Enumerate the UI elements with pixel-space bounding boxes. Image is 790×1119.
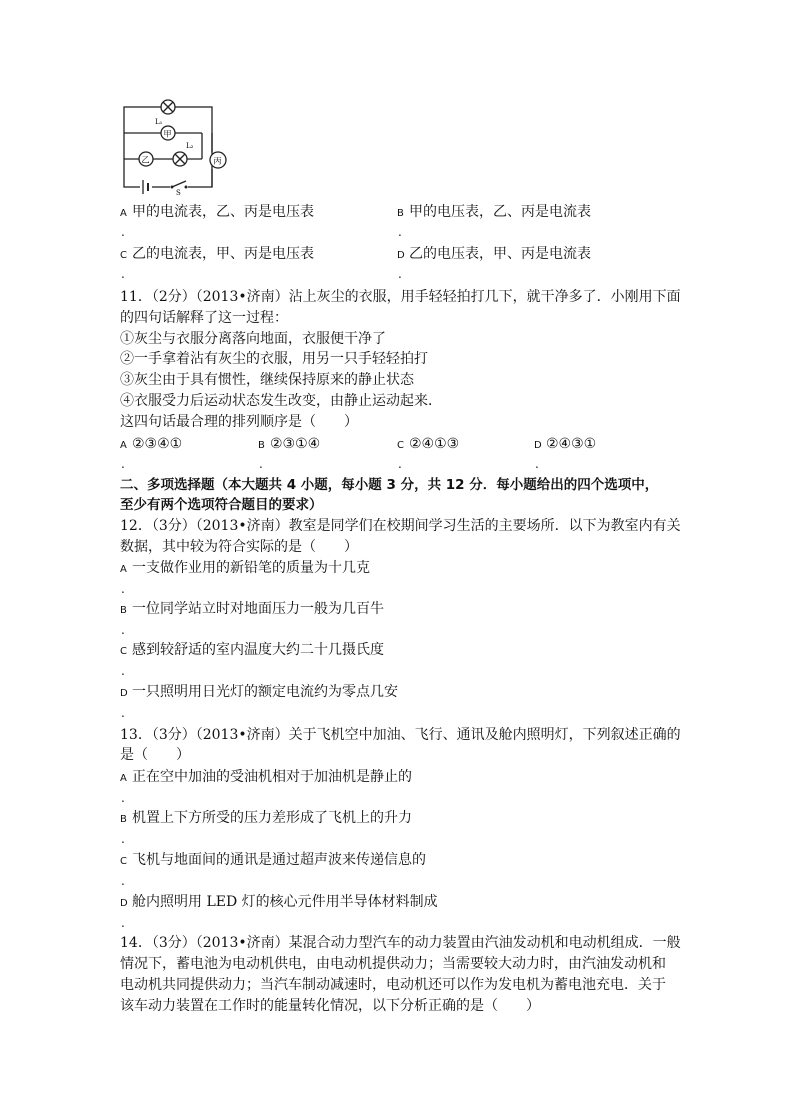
- q10-option-d[interactable]: [397, 245, 591, 265]
- option-dot: .: [535, 457, 539, 471]
- q10-option-c[interactable]: [120, 245, 314, 265]
- battery-icon: [140, 180, 152, 194]
- q14-stem-line2: 情况下，蓄电池为电动机供电，由电动机提供动力；当需要较大动力时，由汽油发动机和: [120, 956, 666, 972]
- option-text: 乙的电流表，甲、丙是电压表: [132, 246, 314, 262]
- option-text: 飞机与地面间的通讯是通过超声波来传递信息的: [132, 852, 426, 868]
- q13-stem-line2: 是（ ）: [120, 747, 190, 763]
- option-text: 一位同学站立时对地面压力一般为几百牛: [132, 601, 384, 617]
- option-dot: .: [398, 225, 402, 239]
- q14-stem-line1: 14．（3分）（2013•济南）某混合动力型汽车的动力装置由汽油发动机和电动机组成．一般: [120, 935, 681, 951]
- option-text: 感到较舒适的室内温度大约二十几摄氏度: [132, 642, 384, 658]
- meter-jia-label: 甲: [163, 129, 172, 139]
- option-dot: .: [121, 664, 125, 678]
- switch-icon: [170, 179, 188, 189]
- q11-question: 这四句话最合理的排列顺序是（ ）: [120, 414, 358, 430]
- option-dot: .: [121, 874, 125, 888]
- q11-statement-4: ④衣服受力后运动状态发生改变，由静止运动起来．: [120, 393, 442, 409]
- q12-option-b[interactable]: [120, 600, 384, 620]
- q13-option-d[interactable]: [120, 893, 438, 913]
- option-text: 乙的电压表，甲、丙是电流表: [409, 246, 591, 262]
- q14-stem-line3: 电动机共同提供动力；当汽车制动减速时，电动机还可以作为发电机为蓄电池充电．关于: [120, 977, 666, 993]
- option-letter: D: [534, 440, 542, 451]
- meter-yi-icon: [139, 152, 153, 166]
- label-l2: L₂: [186, 142, 194, 150]
- q12-stem-line1: 12．（3分）（2013•济南）教室是同学们在校期间学习生活的主要场所．以下为教室内有关: [120, 518, 681, 534]
- option-letter: A: [120, 208, 127, 219]
- option-dot: .: [398, 267, 402, 281]
- label-l1: L₁: [155, 118, 163, 126]
- meter-bing-icon: [210, 152, 226, 168]
- option-text: 甲的电压表，乙、丙是电流表: [409, 204, 591, 220]
- q11-stem-line2: 的四句话解释了这一过程：: [120, 310, 288, 326]
- option-letter: D: [120, 688, 128, 699]
- option-text: 一支做作业用的新铅笔的质量为十几克: [132, 560, 370, 576]
- option-text: 正在空中加油的受油机相对于加油机是静止的: [132, 769, 412, 785]
- option-text: ②③④①: [132, 436, 183, 452]
- option-letter: B: [120, 605, 127, 616]
- option-text: ②④①③: [409, 436, 460, 452]
- option-letter: C: [397, 440, 404, 451]
- lamp-icon: [161, 100, 175, 114]
- option-dot: .: [121, 623, 125, 637]
- option-text: 机置上下方所受的压力差形成了飞机上的升力: [132, 810, 412, 826]
- option-letter: A: [120, 440, 127, 451]
- q14-stem-line4: 该车动力装置在工作时的能量转化情况，以下分析正确的是（ ）: [120, 998, 540, 1014]
- q13-option-b[interactable]: [120, 809, 412, 829]
- q12-option-d[interactable]: [120, 683, 398, 703]
- q11-statement-3: ③灰尘由于具有惯性，继续保持原来的静止状态: [120, 372, 414, 388]
- option-dot: .: [121, 791, 125, 805]
- q10-option-b[interactable]: [397, 203, 591, 223]
- q11-option-c[interactable]: [397, 435, 459, 455]
- q13-stem-line1: 13．（3分）（2013•济南）关于飞机空中加油、飞行、通讯及舱内照明灯，下列叙述正确的: [120, 727, 681, 743]
- option-letter: D: [397, 250, 405, 261]
- q13-option-a[interactable]: [120, 768, 412, 788]
- option-text: 甲的电流表，乙、丙是电压表: [132, 204, 314, 220]
- option-letter: C: [120, 646, 127, 657]
- option-letter: C: [120, 856, 127, 867]
- option-dot: .: [121, 267, 125, 281]
- q11-stem-line1: 11．（2分）（2013•济南）沾上灰尘的衣服，用手轻轻拍打几下，就干净多了．小刚用下面: [120, 289, 681, 305]
- option-dot: .: [121, 706, 125, 720]
- circuit-diagram: [118, 97, 236, 195]
- option-text: 舱内照明用 LED 灯的核心元件用半导体材料制成: [132, 894, 438, 910]
- q10-option-a[interactable]: [120, 203, 314, 223]
- section-2-heading-line2: 至少有两个选项符合题目的要求）: [120, 497, 323, 513]
- meter-yi-label: 乙: [141, 155, 150, 165]
- meter-jia-icon: [161, 126, 175, 140]
- q12-option-a[interactable]: [120, 559, 370, 579]
- q11-option-b[interactable]: [258, 435, 320, 455]
- option-text: ②④③①: [546, 436, 597, 452]
- option-dot: .: [398, 457, 402, 471]
- circuit-outer-wire: [124, 107, 212, 187]
- option-letter: B: [258, 440, 265, 451]
- option-dot: .: [121, 916, 125, 930]
- option-dot: .: [121, 832, 125, 846]
- option-text: ②③①④: [270, 436, 321, 452]
- q11-statement-2: ②一手拿着沾有灰尘的衣服，用另一只手轻轻拍打: [120, 351, 428, 367]
- q11-option-a[interactable]: [120, 435, 182, 455]
- option-letter: C: [120, 250, 127, 261]
- q12-option-c[interactable]: [120, 641, 384, 661]
- option-dot: .: [121, 457, 125, 471]
- option-letter: D: [120, 898, 128, 909]
- lamp-2-icon: [173, 152, 187, 166]
- option-letter: A: [120, 773, 127, 784]
- label-s: S: [176, 189, 181, 195]
- option-dot: .: [121, 582, 125, 596]
- option-text: 一只照明用日光灯的额定电流约为零点几安: [132, 684, 398, 700]
- option-letter: B: [397, 208, 404, 219]
- option-letter: A: [120, 564, 127, 575]
- option-letter: B: [120, 814, 127, 825]
- q11-option-d[interactable]: [534, 435, 596, 455]
- option-dot: .: [259, 457, 263, 471]
- meter-bing-label: 丙: [213, 156, 222, 166]
- q12-stem-line2: 数据，其中较为符合实际的是（ ）: [120, 539, 358, 555]
- option-dot: .: [121, 225, 125, 239]
- section-2-heading: 二、多项选择题（本大题共 4 小题，每小题 3 分，共 12 分．每小题给出的四个选项中，: [120, 477, 659, 493]
- q11-statement-1: ①灰尘与衣服分离落向地面，衣服便干净了: [120, 331, 386, 347]
- q13-option-c[interactable]: [120, 851, 426, 871]
